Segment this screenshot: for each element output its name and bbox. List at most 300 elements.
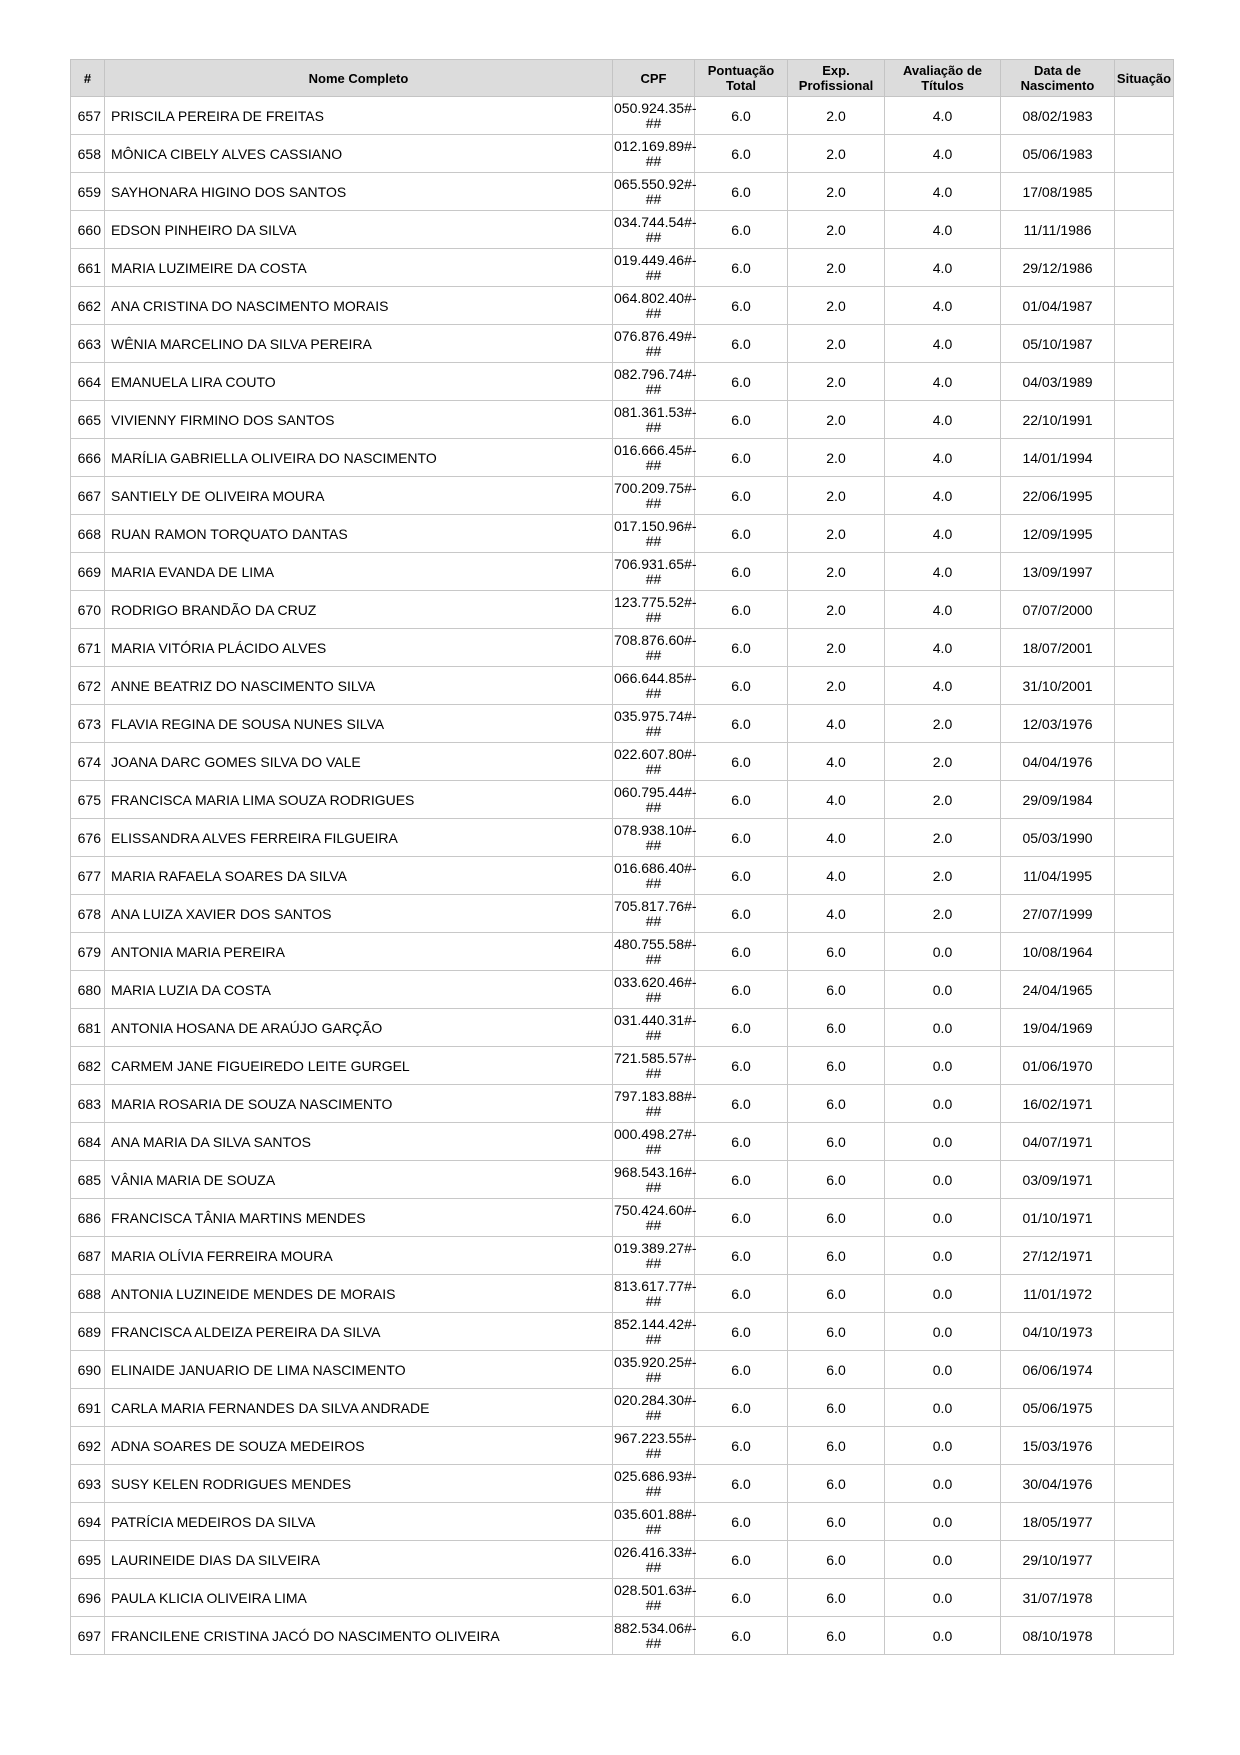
row-exp-profissional: 6.0 xyxy=(788,1579,885,1617)
header-pontuacao-line2: Total xyxy=(725,78,757,93)
row-cpf-line2: ## xyxy=(645,684,662,701)
row-name: PRISCILA PEREIRA DE FREITAS xyxy=(105,97,613,135)
row-situacao xyxy=(1115,287,1174,325)
row-pontuacao-total: 6.0 xyxy=(695,249,788,287)
row-situacao xyxy=(1115,1009,1174,1047)
table-row xyxy=(71,1047,1174,1085)
row-exp-profissional: 6.0 xyxy=(788,1237,885,1275)
row-cpf-line1: 026.416.33#- xyxy=(614,1543,697,1560)
row-cpf xyxy=(613,857,695,895)
row-data-nascimento: 04/04/1976 xyxy=(1001,743,1115,781)
header-exp-profissional xyxy=(788,60,885,97)
row-pontuacao-total: 6.0 xyxy=(695,819,788,857)
row-cpf-line2: ## xyxy=(645,1026,662,1043)
row-pontuacao-total: 6.0 xyxy=(695,515,788,553)
table-row xyxy=(71,439,1174,477)
row-data-nascimento: 27/12/1971 xyxy=(1001,1237,1115,1275)
row-situacao xyxy=(1115,553,1174,591)
row-cpf-line2: ## xyxy=(645,950,662,967)
table-row xyxy=(71,1313,1174,1351)
row-pontuacao-total: 6.0 xyxy=(695,629,788,667)
row-name: CARLA MARIA FERNANDES DA SILVA ANDRADE xyxy=(105,1389,613,1427)
row-avaliacao-titulos: 4.0 xyxy=(885,173,1001,211)
row-situacao xyxy=(1115,249,1174,287)
row-pontuacao-total: 6.0 xyxy=(695,287,788,325)
row-cpf xyxy=(613,1503,695,1541)
row-cpf-line2: ## xyxy=(645,798,662,815)
row-cpf-line2: ## xyxy=(645,152,662,169)
row-number: 696 xyxy=(71,1579,105,1617)
row-data-nascimento: 08/02/1983 xyxy=(1001,97,1115,135)
row-avaliacao-titulos: 4.0 xyxy=(885,667,1001,705)
row-exp-profissional: 6.0 xyxy=(788,971,885,1009)
row-cpf xyxy=(613,1579,695,1617)
row-exp-profissional: 6.0 xyxy=(788,1009,885,1047)
row-cpf xyxy=(613,1009,695,1047)
row-data-nascimento: 29/12/1986 xyxy=(1001,249,1115,287)
row-number: 679 xyxy=(71,933,105,971)
row-exp-profissional: 6.0 xyxy=(788,1351,885,1389)
row-number: 697 xyxy=(71,1617,105,1655)
row-cpf-line1: 028.501.63#- xyxy=(614,1581,697,1598)
row-avaliacao-titulos: 4.0 xyxy=(885,287,1001,325)
row-data-nascimento: 14/01/1994 xyxy=(1001,439,1115,477)
row-cpf-line1: 813.617.77#- xyxy=(614,1277,697,1294)
row-avaliacao-titulos: 0.0 xyxy=(885,1199,1001,1237)
row-situacao xyxy=(1115,819,1174,857)
row-situacao xyxy=(1115,1617,1174,1655)
row-number: 666 xyxy=(71,439,105,477)
row-name: ANTONIA LUZINEIDE MENDES DE MORAIS xyxy=(105,1275,613,1313)
row-cpf-line1: 706.931.65#- xyxy=(614,555,697,572)
row-name: MARIA RAFAELA SOARES DA SILVA xyxy=(105,857,613,895)
row-name: RODRIGO BRANDÃO DA CRUZ xyxy=(105,591,613,629)
row-number: 695 xyxy=(71,1541,105,1579)
row-name: MARIA VITÓRIA PLÁCIDO ALVES xyxy=(105,629,613,667)
row-cpf-line2: ## xyxy=(645,1596,662,1613)
row-situacao xyxy=(1115,1199,1174,1237)
row-name: EDSON PINHEIRO DA SILVA xyxy=(105,211,613,249)
header-cpf: CPF xyxy=(613,60,695,97)
row-exp-profissional: 6.0 xyxy=(788,1389,885,1427)
row-cpf xyxy=(613,1313,695,1351)
row-cpf-line2: ## xyxy=(645,1558,662,1575)
row-cpf xyxy=(613,895,695,933)
row-pontuacao-total: 6.0 xyxy=(695,1085,788,1123)
table-row xyxy=(71,287,1174,325)
row-number: 672 xyxy=(71,667,105,705)
row-exp-profissional: 2.0 xyxy=(788,477,885,515)
header-name: Nome Completo xyxy=(105,60,613,97)
table-row xyxy=(71,363,1174,401)
row-avaliacao-titulos: 4.0 xyxy=(885,97,1001,135)
row-cpf-line1: 016.686.40#- xyxy=(614,859,697,876)
row-situacao xyxy=(1115,1275,1174,1313)
row-data-nascimento: 10/08/1964 xyxy=(1001,933,1115,971)
row-number: 683 xyxy=(71,1085,105,1123)
row-name: SUSY KELEN RODRIGUES MENDES xyxy=(105,1465,613,1503)
row-cpf-line1: 721.585.57#- xyxy=(614,1049,697,1066)
table-row xyxy=(71,1541,1174,1579)
row-data-nascimento: 30/04/1976 xyxy=(1001,1465,1115,1503)
row-number: 687 xyxy=(71,1237,105,1275)
row-cpf-line2: ## xyxy=(645,114,662,131)
row-cpf-line2: ## xyxy=(645,304,662,321)
row-name: MÔNICA CIBELY ALVES CASSIANO xyxy=(105,135,613,173)
row-pontuacao-total: 6.0 xyxy=(695,1427,788,1465)
row-cpf-line2: ## xyxy=(645,228,662,245)
row-situacao xyxy=(1115,515,1174,553)
header-num: # xyxy=(71,60,105,97)
row-pontuacao-total: 6.0 xyxy=(695,1351,788,1389)
header-data-line1: Data de xyxy=(1034,63,1081,78)
row-pontuacao-total: 6.0 xyxy=(695,1009,788,1047)
row-cpf xyxy=(613,591,695,629)
row-name: ANNE BEATRIZ DO NASCIMENTO SILVA xyxy=(105,667,613,705)
row-cpf-line2: ## xyxy=(645,874,662,891)
row-avaliacao-titulos: 4.0 xyxy=(885,591,1001,629)
header-pontuacao-line1: Pontuação xyxy=(707,63,775,78)
row-cpf-line1: 066.644.85#- xyxy=(614,669,697,686)
row-cpf-line1: 082.796.74#- xyxy=(614,365,697,382)
row-name: PAULA KLICIA OLIVEIRA LIMA xyxy=(105,1579,613,1617)
row-cpf xyxy=(613,287,695,325)
row-cpf-line2: ## xyxy=(645,494,662,511)
row-cpf-line2: ## xyxy=(645,1368,662,1385)
table-row xyxy=(71,1389,1174,1427)
row-number: 684 xyxy=(71,1123,105,1161)
row-situacao xyxy=(1115,1161,1174,1199)
row-pontuacao-total: 6.0 xyxy=(695,971,788,1009)
row-exp-profissional: 2.0 xyxy=(788,173,885,211)
row-pontuacao-total: 6.0 xyxy=(695,1199,788,1237)
table-row xyxy=(71,1579,1174,1617)
row-data-nascimento: 01/06/1970 xyxy=(1001,1047,1115,1085)
row-cpf-line1: 705.817.76#- xyxy=(614,897,697,914)
row-data-nascimento: 11/04/1995 xyxy=(1001,857,1115,895)
row-pontuacao-total: 6.0 xyxy=(695,895,788,933)
candidates-table xyxy=(70,59,1174,1655)
row-cpf-line1: 797.183.88#- xyxy=(614,1087,697,1104)
row-cpf-line2: ## xyxy=(645,1520,662,1537)
row-avaliacao-titulos: 2.0 xyxy=(885,781,1001,819)
table-body xyxy=(71,97,1174,1655)
row-exp-profissional: 2.0 xyxy=(788,591,885,629)
row-pontuacao-total: 6.0 xyxy=(695,1579,788,1617)
row-cpf-line2: ## xyxy=(645,1140,662,1157)
results-sheet xyxy=(70,59,1174,1655)
row-pontuacao-total: 6.0 xyxy=(695,1313,788,1351)
row-data-nascimento: 27/07/1999 xyxy=(1001,895,1115,933)
row-data-nascimento: 19/04/1969 xyxy=(1001,1009,1115,1047)
row-cpf xyxy=(613,1427,695,1465)
row-cpf-line2: ## xyxy=(645,1102,662,1119)
row-exp-profissional: 2.0 xyxy=(788,135,885,173)
row-situacao xyxy=(1115,1579,1174,1617)
row-cpf xyxy=(613,1161,695,1199)
row-situacao xyxy=(1115,1313,1174,1351)
row-cpf-line1: 000.498.27#- xyxy=(614,1125,697,1142)
row-cpf-line1: 020.284.30#- xyxy=(614,1391,697,1408)
row-cpf xyxy=(613,1237,695,1275)
row-cpf-line1: 852.144.42#- xyxy=(614,1315,697,1332)
table-row xyxy=(71,515,1174,553)
row-exp-profissional: 6.0 xyxy=(788,1541,885,1579)
row-situacao xyxy=(1115,933,1174,971)
row-cpf-line1: 065.550.92#- xyxy=(614,175,697,192)
row-exp-profissional: 6.0 xyxy=(788,1047,885,1085)
row-data-nascimento: 12/09/1995 xyxy=(1001,515,1115,553)
header-exp-line2: Profissional xyxy=(798,78,874,93)
table-row xyxy=(71,591,1174,629)
row-data-nascimento: 29/10/1977 xyxy=(1001,1541,1115,1579)
row-data-nascimento: 12/03/1976 xyxy=(1001,705,1115,743)
row-name: MARIA EVANDA DE LIMA xyxy=(105,553,613,591)
table-row xyxy=(71,1161,1174,1199)
row-data-nascimento: 22/10/1991 xyxy=(1001,401,1115,439)
row-data-nascimento: 04/10/1973 xyxy=(1001,1313,1115,1351)
row-cpf-line1: 035.920.25#- xyxy=(614,1353,697,1370)
row-exp-profissional: 4.0 xyxy=(788,819,885,857)
row-exp-profissional: 6.0 xyxy=(788,1199,885,1237)
row-avaliacao-titulos: 0.0 xyxy=(885,933,1001,971)
table-row xyxy=(71,1617,1174,1655)
row-cpf xyxy=(613,325,695,363)
row-exp-profissional: 4.0 xyxy=(788,781,885,819)
row-data-nascimento: 06/06/1974 xyxy=(1001,1351,1115,1389)
row-number: 669 xyxy=(71,553,105,591)
header-avaliacao-titulos xyxy=(885,60,1001,97)
table-row xyxy=(71,933,1174,971)
row-exp-profissional: 6.0 xyxy=(788,933,885,971)
row-data-nascimento: 13/09/1997 xyxy=(1001,553,1115,591)
row-cpf-line1: 064.802.40#- xyxy=(614,289,697,306)
row-pontuacao-total: 6.0 xyxy=(695,173,788,211)
row-avaliacao-titulos: 0.0 xyxy=(885,1465,1001,1503)
row-pontuacao-total: 6.0 xyxy=(695,857,788,895)
row-situacao xyxy=(1115,325,1174,363)
row-name: MARIA OLÍVIA FERREIRA MOURA xyxy=(105,1237,613,1275)
row-cpf-line1: 708.876.60#- xyxy=(614,631,697,648)
row-number: 665 xyxy=(71,401,105,439)
row-name: ANTONIA MARIA PEREIRA xyxy=(105,933,613,971)
row-cpf-line1: 019.449.46#- xyxy=(614,251,697,268)
row-cpf xyxy=(613,667,695,705)
row-cpf-line1: 031.440.31#- xyxy=(614,1011,697,1028)
row-name: ANTONIA HOSANA DE ARAÚJO GARÇÃO xyxy=(105,1009,613,1047)
row-number: 673 xyxy=(71,705,105,743)
row-pontuacao-total: 6.0 xyxy=(695,1541,788,1579)
row-cpf xyxy=(613,1389,695,1427)
header-data-nascimento xyxy=(1001,60,1115,97)
row-number: 661 xyxy=(71,249,105,287)
row-data-nascimento: 05/10/1987 xyxy=(1001,325,1115,363)
row-cpf-line2: ## xyxy=(645,760,662,777)
row-cpf xyxy=(613,629,695,667)
row-situacao xyxy=(1115,439,1174,477)
row-cpf xyxy=(613,933,695,971)
row-situacao xyxy=(1115,971,1174,1009)
row-number: 691 xyxy=(71,1389,105,1427)
row-number: 685 xyxy=(71,1161,105,1199)
row-pontuacao-total: 6.0 xyxy=(695,477,788,515)
row-name: ANA MARIA DA SILVA SANTOS xyxy=(105,1123,613,1161)
table-row xyxy=(71,1503,1174,1541)
row-situacao xyxy=(1115,135,1174,173)
row-cpf xyxy=(613,211,695,249)
row-exp-profissional: 6.0 xyxy=(788,1085,885,1123)
row-avaliacao-titulos: 4.0 xyxy=(885,135,1001,173)
row-name: ELINAIDE JANUARIO DE LIMA NASCIMENTO xyxy=(105,1351,613,1389)
row-pontuacao-total: 6.0 xyxy=(695,135,788,173)
row-situacao xyxy=(1115,1427,1174,1465)
table-row xyxy=(71,135,1174,173)
row-cpf xyxy=(613,439,695,477)
row-data-nascimento: 29/09/1984 xyxy=(1001,781,1115,819)
row-pontuacao-total: 6.0 xyxy=(695,1275,788,1313)
row-pontuacao-total: 6.0 xyxy=(695,325,788,363)
row-cpf xyxy=(613,743,695,781)
table-row xyxy=(71,249,1174,287)
row-cpf-line2: ## xyxy=(645,1064,662,1081)
row-number: 690 xyxy=(71,1351,105,1389)
row-number: 676 xyxy=(71,819,105,857)
row-exp-profissional: 2.0 xyxy=(788,97,885,135)
row-data-nascimento: 05/06/1975 xyxy=(1001,1389,1115,1427)
row-cpf-line2: ## xyxy=(645,1406,662,1423)
row-avaliacao-titulos: 0.0 xyxy=(885,1617,1001,1655)
table-row xyxy=(71,895,1174,933)
row-cpf-line2: ## xyxy=(645,1482,662,1499)
row-cpf-line2: ## xyxy=(645,190,662,207)
row-cpf-line1: 019.389.27#- xyxy=(614,1239,697,1256)
row-pontuacao-total: 6.0 xyxy=(695,1123,788,1161)
row-avaliacao-titulos: 0.0 xyxy=(885,1541,1001,1579)
row-cpf-line2: ## xyxy=(645,342,662,359)
row-cpf xyxy=(613,477,695,515)
row-pontuacao-total: 6.0 xyxy=(695,1503,788,1541)
row-data-nascimento: 18/07/2001 xyxy=(1001,629,1115,667)
row-name: FRANCISCA ALDEIZA PEREIRA DA SILVA xyxy=(105,1313,613,1351)
row-name: FRANCISCA MARIA LIMA SOUZA RODRIGUES xyxy=(105,781,613,819)
table-row xyxy=(71,1085,1174,1123)
row-pontuacao-total: 6.0 xyxy=(695,1617,788,1655)
row-exp-profissional: 6.0 xyxy=(788,1161,885,1199)
table-row xyxy=(71,1427,1174,1465)
row-avaliacao-titulos: 0.0 xyxy=(885,1503,1001,1541)
row-avaliacao-titulos: 4.0 xyxy=(885,401,1001,439)
row-cpf xyxy=(613,249,695,287)
row-cpf-line1: 025.686.93#- xyxy=(614,1467,697,1484)
row-situacao xyxy=(1115,477,1174,515)
row-situacao xyxy=(1115,629,1174,667)
row-avaliacao-titulos: 4.0 xyxy=(885,249,1001,287)
row-name: ADNA SOARES DE SOUZA MEDEIROS xyxy=(105,1427,613,1465)
table-row xyxy=(71,401,1174,439)
row-avaliacao-titulos: 0.0 xyxy=(885,1161,1001,1199)
row-avaliacao-titulos: 2.0 xyxy=(885,857,1001,895)
row-name: MARIA ROSARIA DE SOUZA NASCIMENTO xyxy=(105,1085,613,1123)
row-number: 670 xyxy=(71,591,105,629)
row-situacao xyxy=(1115,895,1174,933)
header-aval-line1: Avaliação de xyxy=(902,63,982,78)
row-situacao xyxy=(1115,705,1174,743)
table-row xyxy=(71,743,1174,781)
header-exp-line1: Exp. xyxy=(822,63,850,78)
row-cpf-line1: 750.424.60#- xyxy=(614,1201,697,1218)
row-pontuacao-total: 6.0 xyxy=(695,1161,788,1199)
row-avaliacao-titulos: 0.0 xyxy=(885,1009,1001,1047)
row-cpf-line2: ## xyxy=(645,1178,662,1195)
row-avaliacao-titulos: 0.0 xyxy=(885,1275,1001,1313)
row-cpf-line2: ## xyxy=(645,1634,662,1651)
row-avaliacao-titulos: 4.0 xyxy=(885,553,1001,591)
row-exp-profissional: 4.0 xyxy=(788,895,885,933)
row-pontuacao-total: 6.0 xyxy=(695,1465,788,1503)
row-situacao xyxy=(1115,591,1174,629)
table-row xyxy=(71,781,1174,819)
row-pontuacao-total: 6.0 xyxy=(695,1047,788,1085)
row-number: 659 xyxy=(71,173,105,211)
table-row xyxy=(71,667,1174,705)
row-name: CARMEM JANE FIGUEIREDO LEITE GURGEL xyxy=(105,1047,613,1085)
row-cpf-line2: ## xyxy=(645,722,662,739)
table-row xyxy=(71,325,1174,363)
row-name: WÊNIA MARCELINO DA SILVA PEREIRA xyxy=(105,325,613,363)
row-name: EMANUELA LIRA COUTO xyxy=(105,363,613,401)
row-situacao xyxy=(1115,743,1174,781)
row-cpf xyxy=(613,781,695,819)
row-exp-profissional: 2.0 xyxy=(788,401,885,439)
row-cpf-line1: 016.666.45#- xyxy=(614,441,697,458)
row-name: MARIA LUZIA DA COSTA xyxy=(105,971,613,1009)
row-data-nascimento: 17/08/1985 xyxy=(1001,173,1115,211)
row-cpf-line1: 882.534.06#- xyxy=(614,1619,697,1636)
row-situacao xyxy=(1115,667,1174,705)
row-pontuacao-total: 6.0 xyxy=(695,591,788,629)
row-situacao xyxy=(1115,363,1174,401)
row-exp-profissional: 2.0 xyxy=(788,629,885,667)
row-number: 686 xyxy=(71,1199,105,1237)
row-exp-profissional: 2.0 xyxy=(788,325,885,363)
row-exp-profissional: 6.0 xyxy=(788,1465,885,1503)
row-avaliacao-titulos: 4.0 xyxy=(885,439,1001,477)
row-cpf-line1: 076.876.49#- xyxy=(614,327,697,344)
row-name: MARÍLIA GABRIELLA OLIVEIRA DO NASCIMENTO xyxy=(105,439,613,477)
row-number: 664 xyxy=(71,363,105,401)
row-cpf-line2: ## xyxy=(645,836,662,853)
row-number: 678 xyxy=(71,895,105,933)
row-name: VÂNIA MARIA DE SOUZA xyxy=(105,1161,613,1199)
row-avaliacao-titulos: 0.0 xyxy=(885,971,1001,1009)
row-cpf-line1: 123.775.52#- xyxy=(614,593,697,610)
row-cpf xyxy=(613,1617,695,1655)
row-data-nascimento: 11/01/1972 xyxy=(1001,1275,1115,1313)
row-name: FRANCILENE CRISTINA JACÓ DO NASCIMENTO OLIVEIRA xyxy=(105,1617,613,1655)
row-cpf xyxy=(613,1199,695,1237)
row-cpf xyxy=(613,135,695,173)
row-data-nascimento: 05/03/1990 xyxy=(1001,819,1115,857)
row-avaliacao-titulos: 2.0 xyxy=(885,743,1001,781)
row-cpf-line2: ## xyxy=(645,646,662,663)
row-pontuacao-total: 6.0 xyxy=(695,363,788,401)
header-aval-line2: Títulos xyxy=(921,78,964,93)
table-row xyxy=(71,971,1174,1009)
row-number: 668 xyxy=(71,515,105,553)
row-data-nascimento: 22/06/1995 xyxy=(1001,477,1115,515)
row-cpf-line1: 050.924.35#- xyxy=(614,99,697,116)
row-situacao xyxy=(1115,1237,1174,1275)
